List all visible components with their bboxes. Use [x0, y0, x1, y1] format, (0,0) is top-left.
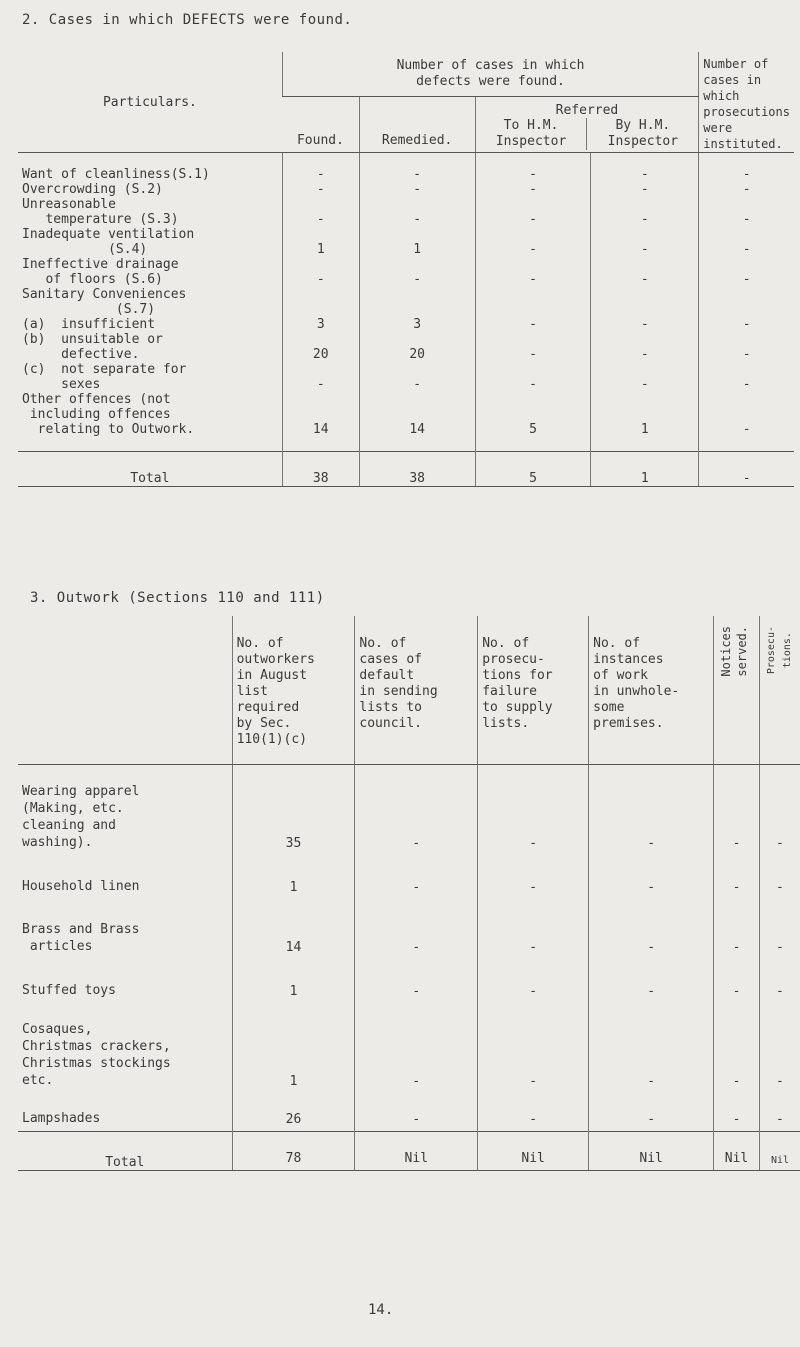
instances-cell: -	[589, 959, 714, 1003]
by-hm-cell: -	[591, 197, 699, 227]
prosecutions-failure-header: No. of prosecu- tions for failure to supply lists.	[478, 616, 589, 765]
referred-header-group	[475, 97, 699, 153]
total-default: Nil	[355, 1132, 478, 1171]
by-hm-cell: -	[591, 153, 699, 183]
remedied-cell: 14	[359, 392, 475, 452]
total-prosecutions: -	[699, 452, 794, 487]
remedied-cell: -	[359, 153, 475, 183]
category-header	[18, 616, 232, 765]
table-row	[18, 362, 794, 392]
prosecutions-cell: -	[699, 227, 794, 257]
prosecutions-failure-cell: -	[478, 899, 589, 959]
by-hm-cell: -	[591, 182, 699, 197]
row-label: Stuffed toys	[22, 983, 116, 998]
prosecutions-cell: -	[699, 197, 794, 227]
row-label: Brass and Brass articles	[22, 922, 140, 954]
to-hm-cell: 5	[475, 392, 591, 452]
instances-cell: -	[589, 765, 714, 856]
instances-cell: -	[589, 1093, 714, 1132]
row-label: Unreasonable temperature (S.3)	[22, 197, 179, 227]
default-cell: -	[355, 899, 478, 959]
default-cell: -	[355, 959, 478, 1003]
notices-cell: -	[714, 765, 760, 856]
total-label: Total	[18, 1132, 232, 1171]
page-number: 14.	[368, 1302, 394, 1318]
to-hm-cell: -	[475, 287, 591, 332]
particulars-header: Particulars.	[18, 52, 282, 153]
prosecutions-instituted-header: Number of cases in which prosecutions were instituted.	[699, 52, 794, 153]
found-cell: -	[282, 153, 359, 183]
outworkers-header: No. of outworkers in August list required by Sec. 110(1)(c)	[232, 616, 355, 765]
prosecutions-cell: -	[699, 332, 794, 362]
remedied-cell: 3	[359, 287, 475, 332]
total-instances: Nil	[589, 1132, 714, 1171]
prosecutions-label: Prosecu- tions.	[765, 626, 793, 675]
to-hm-cell: -	[475, 182, 591, 197]
outworkers-cell: 1	[232, 959, 355, 1003]
prosecutions-cell: -	[759, 959, 800, 1003]
row-label: Overcrowding (S.2)	[22, 182, 163, 197]
row-label: Household linen	[22, 879, 140, 894]
found-cell: -	[282, 362, 359, 392]
total-remedied: 38	[359, 452, 475, 487]
prosecutions-cell: -	[699, 287, 794, 332]
prosecutions-cell: -	[699, 362, 794, 392]
total-to-hm: 5	[475, 452, 591, 487]
by-hm-cell: -	[591, 362, 699, 392]
table-row	[18, 1093, 800, 1132]
row-label: Other offences (not including offences relating to Outwork.	[22, 392, 195, 437]
row-label: (c) not separate for sexes	[22, 362, 187, 392]
referred-header: Referred	[555, 103, 619, 118]
total-by-hm: 1	[591, 452, 699, 487]
table-row	[18, 765, 800, 856]
to-hm-cell: -	[475, 227, 591, 257]
notices-cell: -	[714, 899, 760, 959]
default-cell: -	[355, 765, 478, 856]
default-header: No. of cases of default in sending lists to council.	[355, 616, 478, 765]
default-cell: -	[355, 1003, 478, 1093]
section-3-title: 3. Outwork (Sections 110 and 111)	[30, 590, 325, 606]
remedied-header: Remedied.	[359, 97, 475, 153]
prosecutions-cell: -	[759, 1093, 800, 1132]
outworkers-cell: 35	[232, 765, 355, 856]
row-label: Want of cleanliness(S.1)	[22, 167, 210, 182]
remedied-cell: -	[359, 362, 475, 392]
prosecutions-cell: -	[759, 899, 800, 959]
row-label: Lampshades	[22, 1111, 101, 1126]
to-hm-cell: -	[475, 257, 591, 287]
prosecutions-cell: -	[699, 257, 794, 287]
section-2-title: 2. Cases in which DEFECTS were found.	[22, 12, 353, 28]
by-hm-cell: -	[591, 257, 699, 287]
table-row	[18, 197, 794, 227]
row-label: (b) unsuitable or defective.	[22, 332, 163, 362]
found-header: Found.	[282, 97, 359, 153]
total-row	[18, 452, 794, 487]
by-hm-cell: -	[591, 332, 699, 362]
instances-cell: -	[589, 899, 714, 959]
to-hm-cell: -	[475, 362, 591, 392]
default-cell: -	[355, 855, 478, 899]
total-prosecutions: Nil	[759, 1132, 800, 1171]
notices-cell: -	[714, 959, 760, 1003]
row-label: Wearing apparel (Making, etc. cleaning and washing).	[22, 784, 140, 850]
table-row	[18, 1003, 800, 1093]
prosecutions-cell: -	[759, 765, 800, 856]
found-cell: -	[282, 182, 359, 197]
row-label: Ineffective drainage of floors (S.6)	[22, 257, 179, 287]
to-hm-cell: -	[475, 332, 591, 362]
prosecutions-cell: -	[699, 182, 794, 197]
prosecutions-failure-cell: -	[478, 765, 589, 856]
outworkers-cell: 14	[232, 899, 355, 959]
outworkers-cell: 1	[232, 1003, 355, 1093]
table-row	[18, 899, 800, 959]
remedied-cell: -	[359, 197, 475, 227]
total-outworkers: 78	[232, 1132, 355, 1171]
notices-cell: -	[714, 1003, 760, 1093]
by-hm-cell: -	[591, 227, 699, 257]
found-cell: 14	[282, 392, 359, 452]
prosecutions-failure-cell: -	[478, 1003, 589, 1093]
remedied-cell: -	[359, 257, 475, 287]
outworkers-cell: 1	[232, 855, 355, 899]
remedied-cell: -	[359, 182, 475, 197]
row-label: Sanitary Conveniences (S.7) (a) insufficient	[22, 287, 187, 332]
prosecutions-cell: -	[699, 153, 794, 183]
total-found: 38	[282, 452, 359, 487]
by-hm-cell: -	[591, 287, 699, 332]
total-prosecutions-failure: Nil	[478, 1132, 589, 1171]
prosecutions-failure-cell: -	[478, 959, 589, 1003]
number-of-cases-header: Number of cases in which defects were found.	[282, 52, 698, 97]
table-row	[18, 257, 794, 287]
found-cell: -	[282, 257, 359, 287]
prosecutions-cell: -	[759, 855, 800, 899]
by-hm-cell: 1	[591, 392, 699, 452]
table-row	[18, 153, 794, 183]
table-row	[18, 855, 800, 899]
remedied-cell: 20	[359, 332, 475, 362]
unwholesome-premises-header: No. of instances of work in unwhole- some premises.	[589, 616, 714, 765]
instances-cell: -	[589, 855, 714, 899]
row-label: Cosaques, Christmas crackers, Christmas stockings etc.	[22, 1022, 171, 1088]
table-row	[18, 392, 794, 452]
table-row	[18, 287, 794, 332]
prosecutions-cell: -	[759, 1003, 800, 1093]
notices-cell: -	[714, 1093, 760, 1132]
defects-table	[18, 52, 794, 487]
default-cell: -	[355, 1093, 478, 1132]
instances-cell: -	[589, 1003, 714, 1093]
prosecutions-cell: -	[699, 392, 794, 452]
notices-served-header	[714, 616, 760, 765]
found-cell: 20	[282, 332, 359, 362]
table-row	[18, 182, 794, 197]
outworkers-cell: 26	[232, 1093, 355, 1132]
table-row	[18, 959, 800, 1003]
prosecutions-failure-cell: -	[478, 855, 589, 899]
table-row	[18, 227, 794, 257]
found-cell: 1	[282, 227, 359, 257]
total-notices: Nil	[714, 1132, 760, 1171]
to-hm-cell: -	[475, 153, 591, 183]
found-cell: -	[282, 197, 359, 227]
to-hm-cell: -	[475, 197, 591, 227]
prosecutions-header	[759, 616, 800, 765]
notices-cell: -	[714, 855, 760, 899]
total-row	[18, 1132, 800, 1171]
row-label: Inadequate ventilation (S.4)	[22, 227, 195, 257]
table-row	[18, 332, 794, 362]
outwork-table	[18, 616, 800, 1171]
total-label: Total	[18, 452, 282, 487]
notices-served-label: Notices served.	[719, 626, 750, 677]
found-cell: 3	[282, 287, 359, 332]
remedied-cell: 1	[359, 227, 475, 257]
by-hm-inspector-header: By H.M. Inspector	[586, 118, 698, 150]
to-hm-inspector-header: To H.M. Inspector	[495, 118, 567, 149]
prosecutions-failure-cell: -	[478, 1093, 589, 1132]
